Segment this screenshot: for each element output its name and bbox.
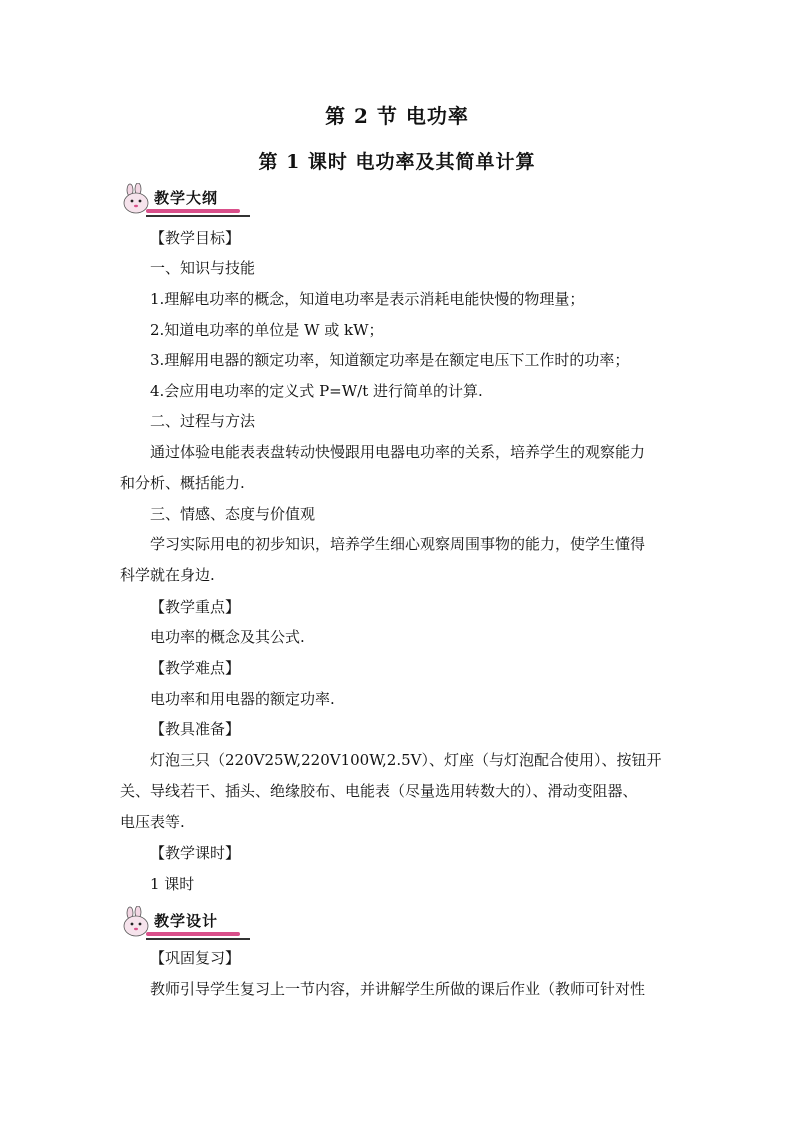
text-line: 教师引导学生复习上一节内容，并讲解学生所做的课后作业（教师可针对性: [150, 980, 646, 998]
text-line: 【教学目标】: [150, 229, 241, 247]
text-line: 一、知识与技能: [150, 259, 256, 277]
banner-underline: [146, 209, 240, 213]
text-line: 电功率和用电器的额定功率.: [150, 690, 335, 708]
text-line: 【教学重点】: [150, 598, 241, 616]
text-line: 1.理解电功率的概念，知道电功率是表示消耗电能快慢的物理量；: [150, 290, 585, 308]
text-line: 【教具准备】: [150, 720, 241, 738]
text-line: 【教学难点】: [150, 659, 241, 677]
text-line: 二、过程与方法: [150, 412, 256, 430]
section-banner-outline: [120, 183, 240, 217]
text-line: 电压表等.: [120, 813, 185, 831]
page-subtitle: 第 1 课时 电功率及其简单计算: [258, 151, 536, 173]
banner-underline-dark: [146, 215, 250, 217]
text-line: 4.会应用电功率的定义式 P=W/t 进行简单的计算.: [150, 382, 483, 400]
text-line: 和分析、概括能力.: [120, 474, 245, 492]
banner-underline-dark: [146, 938, 250, 940]
text-line: 2.知道电功率的单位是 W 或 kW；: [150, 321, 384, 339]
text-line: 【教学课时】: [150, 844, 241, 862]
text-line: 三、情感、态度与价值观: [150, 505, 316, 523]
text-line: 电功率的概念及其公式.: [150, 628, 305, 646]
text-line: 【巩固复习】: [150, 949, 241, 967]
section-label: 教学大纲: [154, 189, 219, 207]
text-line: 关、导线若干、插头、绝缘胶布、电能表（尽量选用转数大的）、滑动变阻器、: [120, 782, 638, 800]
text-line: 灯泡三只（220V25W,220V100W,2.5V）、灯座（与灯泡配合使用）、按钮开: [150, 751, 662, 769]
section-banner-design: [120, 906, 240, 940]
text-line: 3.理解用电器的额定功率，知道额定功率是在额定电压下工作时的功率；: [150, 351, 630, 369]
page-title: 第 2 节 电功率: [325, 104, 469, 128]
text-line: 1 课时: [150, 875, 195, 893]
text-line: 通过体验电能表表盘转动快慢跟用电器电功率的关系，培养学生的观察能力: [150, 443, 646, 461]
banner-underline: [146, 932, 240, 936]
text-line: 学习实际用电的初步知识，培养学生细心观察周围事物的能力，使学生懂得: [150, 535, 646, 553]
section-label: 教学设计: [154, 912, 219, 930]
text-line: 科学就在身边.: [120, 566, 215, 584]
